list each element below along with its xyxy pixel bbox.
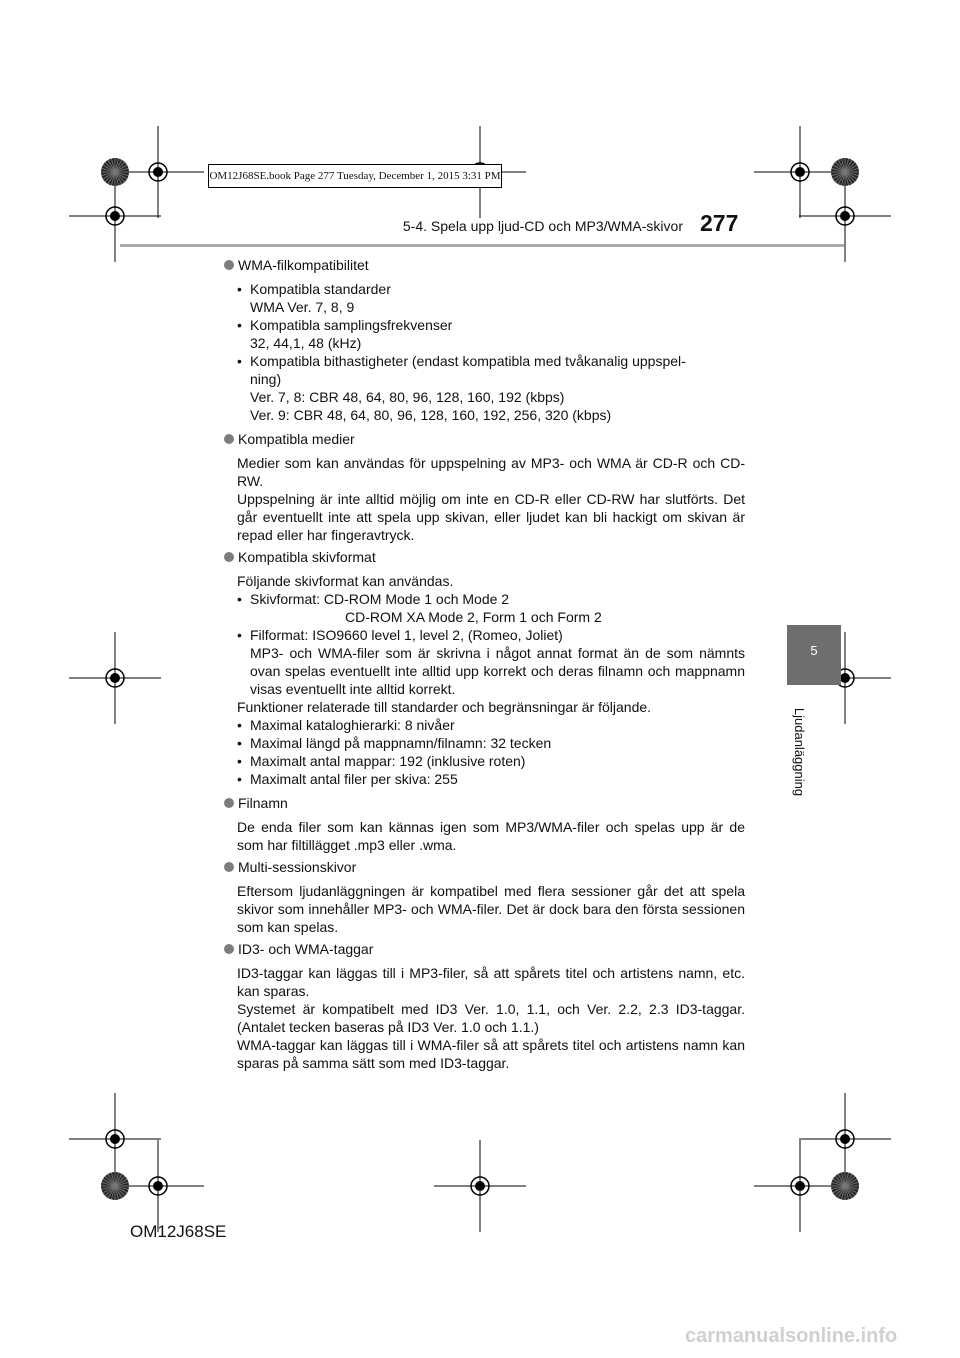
section-media — [224, 430, 745, 544]
paragraph: Följande skivformat kan användas. — [237, 573, 454, 589]
bullet-dot-icon — [224, 434, 234, 444]
list-item: • Kompatibla bithastigheter (endast kompatibla med tvåkanalig uppspel- ning) Ver. 7, 8: CBR 48, 64, 80, 96, 128, 160, 192 (kbps) Ver. 9: CBR 48, 64, 80, 96, 128, 160, 192, 256, 320 (kbps) — [237, 353, 686, 423]
page-number: 277 — [700, 210, 739, 236]
paragraph: ID3-taggar kan läggas till i MP3-filer, så att spårets titel och artistens namn, etc. kan sparas. — [237, 965, 745, 999]
list-item: • Kompatibla standarder WMA Ver. 7, 8, 9 — [237, 281, 391, 315]
section-filename — [224, 794, 745, 854]
list-item: • Kompatibla samplingsfrekvenser 32, 44,1, 48 (kHz) — [237, 317, 453, 351]
paragraph: De enda filer som kan kännas igen som MP3/WMA-filer och spelas upp är de som har filtillägget .mp3 eller .wma. — [237, 819, 745, 853]
header-rule — [120, 244, 844, 247]
bullet-dot-icon — [224, 798, 234, 808]
section-tags — [224, 940, 745, 1072]
registration-sunburst-icon — [831, 1172, 859, 1200]
section-heading: ID3- och WMA-taggar — [238, 941, 374, 957]
bullet-dot-icon — [224, 260, 234, 270]
paragraph: Systemet är kompatibelt med ID3 Ver. 1.0, 1.1, och Ver. 2.2, 2.3 ID3-taggar. (Antalet tecken baseras på ID3 Ver. 1.0 och 1.1.) — [237, 1001, 745, 1035]
paragraph: Funktioner relaterade till standarder och begränsningar är följande. — [237, 699, 652, 715]
paragraph: Uppspelning är inte alltid möjlig om inte en CD-R eller CD-RW har slutförts. Det går eventuellt inte att spela upp skivan, eller ljudet kan bli hackigt om skivan är repad eller har fingeravtryck. — [237, 491, 745, 543]
section-heading: Kompatibla skivformat — [238, 549, 376, 565]
book-stamp: OM12J68SE.book Page 277 Tuesday, December 1, 2015 3:31 PM — [208, 164, 502, 188]
paragraph: Medier som kan användas för uppspelning av MP3- och WMA är CD-R och CD-RW. — [237, 455, 745, 489]
model-code: OM12J68SE — [130, 1222, 227, 1241]
section-heading: WMA-filkompatibilitet — [238, 257, 369, 273]
registration-target-icon — [434, 1140, 526, 1232]
bullet-dot-icon — [224, 552, 234, 562]
section-heading: Multi-sessionskivor — [238, 859, 357, 875]
list-item: • Maximal längd på mappnamn/filnamn: 32 tecken — [237, 735, 552, 751]
chapter-tab-number: 5 — [810, 643, 818, 658]
registration-target-icon — [799, 1093, 891, 1185]
section-heading: Kompatibla medier — [238, 431, 355, 447]
section-heading: Filnamn — [238, 795, 288, 811]
registration-sunburst-icon — [101, 1172, 129, 1200]
bullet-dot-icon — [224, 944, 234, 954]
bullet-dot-icon — [224, 862, 234, 872]
watermark: carmanualsonline.info — [685, 1325, 898, 1347]
section-disc-formats — [224, 548, 745, 788]
registration-sunburst-icon — [831, 158, 859, 186]
list-item: • Maximalt antal mappar: 192 (inklusive roten) — [237, 753, 526, 769]
list-item: • Maximal kataloghierarki: 8 nivåer — [237, 717, 455, 733]
list-item: • Filformat: ISO9660 level 1, level 2, (Romeo, Joliet) MP3- och WMA-filer som är skrivna i något annat format än de som nämnts ovan spelas eventuellt inte alltid upp korrekt och deras filnamn och mappnamn visas eventuellt inte alltid korrekt. — [237, 627, 745, 697]
list-item: • Skivformat: CD-ROM Mode 1 och Mode 2 CD-ROM XA Mode 2, Form 1 och Form 2 — [237, 591, 602, 625]
registration-target-icon — [69, 632, 161, 724]
registration-sunburst-icon — [101, 158, 129, 186]
section-header-title: 5-4. Spela upp ljud-CD och MP3/WMA-skivor — [402, 218, 683, 234]
paragraph: WMA-taggar kan läggas till i WMA-filer så att spårets titel och artistens namn kan sparas på samma sätt som med ID3-taggar. — [237, 1037, 745, 1071]
registration-target-icon — [69, 1093, 161, 1185]
list-item: • Maximalt antal filer per skiva: 255 — [237, 771, 458, 787]
section-wma-compat — [224, 256, 745, 424]
page-content — [224, 256, 745, 1076]
chapter-tab-label: Ljudanläggning — [792, 707, 807, 797]
section-multisession — [224, 858, 745, 936]
paragraph: Eftersom ljudanläggningen är kompatibel med flera sessioner går det att spela skivor som innehåller MP3- och WMA-filer. Det är dock bara den första sessionen som kan spelas. — [237, 883, 745, 935]
